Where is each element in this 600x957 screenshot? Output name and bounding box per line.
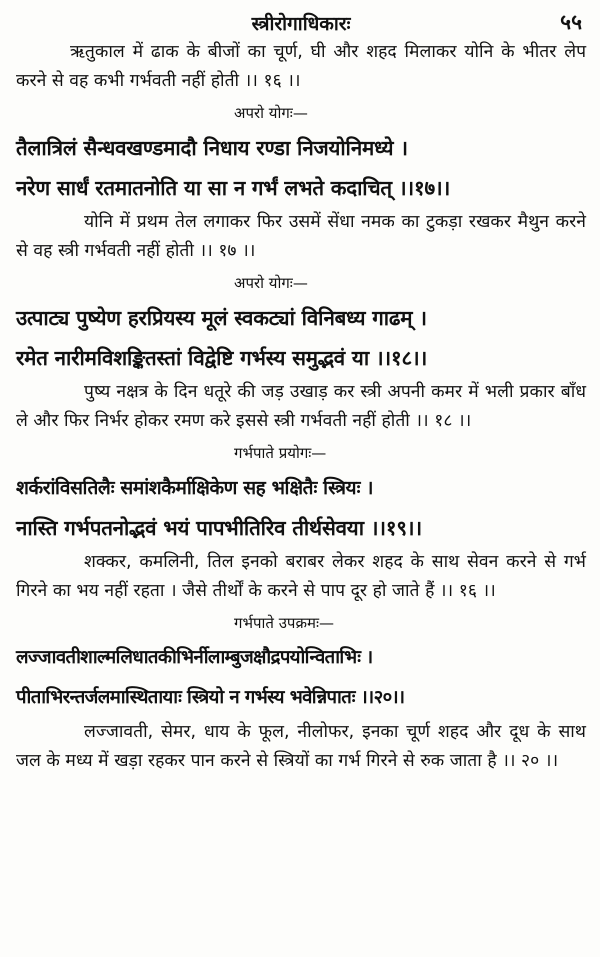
meaning-line: गर्भवती नहीं होती ।। १८ ।। — [300, 411, 472, 431]
verse-line: रमेत नारीमविशङ्कितस्तां विद्वेष्टि गर्भस्य समुद्भवं या ।।१८।। — [16, 346, 428, 370]
verse-line: लज्जावतीशाल्मलिधातकीभिर्नीलाम्बुजक्षौद्रपयोन्विताभिः । — [16, 647, 373, 668]
meaning-line: शक्कर, कमलिनी, तिल इनको बराबर लेकर शहद के साथ — [84, 552, 460, 572]
verse-line: उत्पाट्य पुष्येण हरप्रियस्य मूलं स्वकट्यां विनिबध्य गाढम् । — [16, 306, 427, 330]
meaning-20 — [16, 718, 586, 776]
page-header — [16, 8, 586, 38]
verse-line: नास्ति गर्भपतनोद्भवं भयं पापभीतिरिव तीर्थसेवया ।।१९।। — [16, 516, 422, 540]
meaning-line: रखकर मैथुन करने से वह स्त्री गर्भवती नहीं होती ।। १७ ।। — [16, 212, 586, 261]
meaning-line: लज्जावती, सेमर, धाय के फूल, नीलोफर, इनका चूर्ण शहद — [84, 722, 469, 742]
meaning-line: और दूध के साथ जल के मध्य में खड़ा रहकर पान करने से स्त्रियों — [16, 722, 586, 771]
meaning-line: योनि में प्रथम तेल लगाकर फिर उसमें सेंधा नमक का टुकड़ा — [84, 212, 463, 232]
meaning-line: योनि के भीतर लेप करने से वह कभी गर्भवती नहीं होती ।। १६ ।। — [16, 42, 587, 91]
meaning-line: से पाप दूर हो जाते हैं ।। १६ ।। — [303, 581, 496, 601]
page-number: ५५ — [560, 9, 582, 34]
meaning-line: में भली प्रकार बाँध ले और फिर निर्भर होकर रमण करे इससे स्त्री — [16, 382, 586, 431]
verse-line: तैलात्रिलं सैन्धवखण्डमादौ निधाय रण्डा निजयोनिमध्ये । — [16, 136, 408, 160]
meaning-18 — [16, 378, 586, 436]
verse-line: पीताभिरन्तर्जलमास्थितायाः स्त्रियो न गर्भस्य भवेन्निपातः ।।२०।। — [16, 687, 405, 708]
section-heading: गर्भपाते प्रयोगः— — [234, 444, 327, 462]
meaning-line: का गर्भ गिरने से रुक जाता है ।। २० ।। — [314, 751, 559, 771]
meaning-line: सेवन करने से गर्भ गिरने का भय नहीं रहता । जैसे तीर्थों के करने — [16, 552, 586, 601]
section-heading: गर्भपाते उपक्रमः— — [234, 614, 334, 632]
running-title: स्त्रीरोगाधिकारः — [251, 13, 351, 35]
meaning-17 — [16, 208, 586, 266]
meaning-16 — [16, 38, 586, 96]
meaning-line: पुष्य नक्षत्र के दिन धतूरे की जड़ उखाड़ कर स्त्री अपनी कमर — [84, 382, 463, 402]
meaning-19 — [16, 548, 586, 606]
verse-line: नरेण सार्धं रतमातनोति या सा न गर्भं लभते कदाचित् ।।१७।। — [16, 176, 451, 200]
section-heading: अपरो योगः— — [234, 274, 308, 292]
meaning-line: ऋतुकाल में ढाक के बीजों का चूर्ण, घी और शहद मिलाकर — [70, 42, 457, 62]
verse-line: शर्करांविसतिलैः समांशकैर्माक्षिकेण सह भक्षितैः स्त्रियः । — [16, 477, 374, 499]
section-heading: अपरो योगः— — [234, 104, 308, 122]
